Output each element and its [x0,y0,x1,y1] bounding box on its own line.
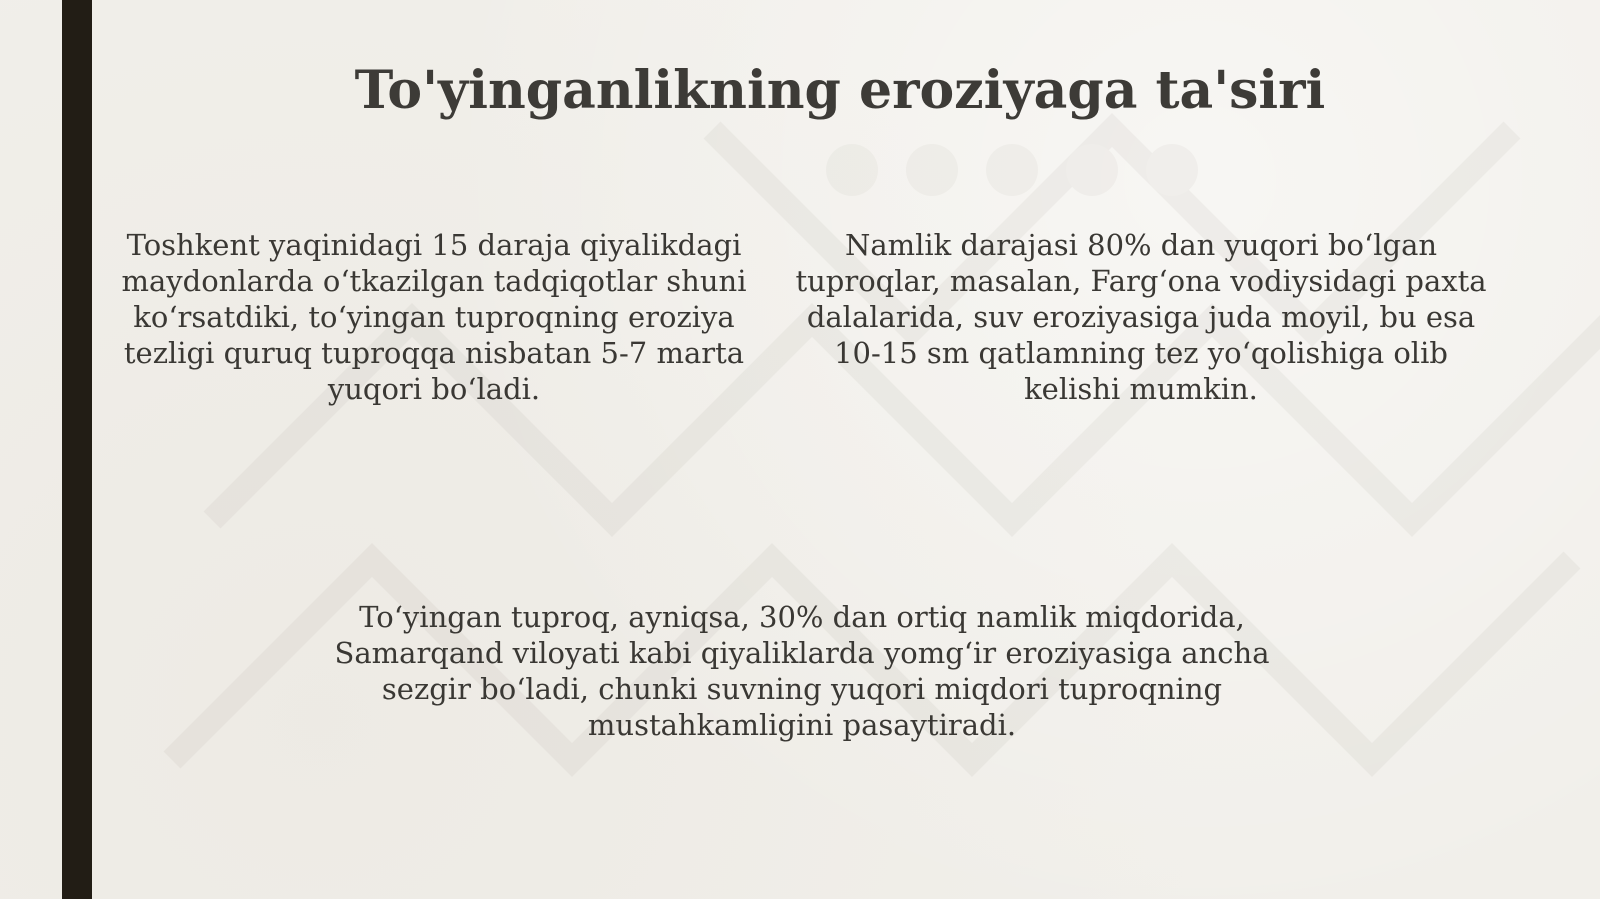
paragraph-right: Namlik darajasi 80% dan yuqori bo‘lgan tuproqlar, masalan, Farg‘ona vodiysidagi paxta dalalarida, suv eroziyasiga juda moyil, bu esa 10-15 sm qatlamning tez yo‘qolishiga olib kelishi mumkin. [795,228,1487,406]
left-accent-bar [62,0,92,899]
slide-title: To'yinganlikning eroziyaga ta'siri [354,60,1326,121]
paragraph-left: Toshkent yaqinidagi 15 daraja qiyalikdagi maydonlarda o‘tkazilgan tadqiqotlar shuni ko‘rsatdiki, to‘yingan tuproqning eroziya tezligi quruq tuproqqa nisbatan 5-7 marta yuqori bo‘ladi. [121,228,747,406]
background-texture [92,0,1600,899]
paragraph-bottom: To‘yingan tuproq, ayniqsa, 30% dan ortiq namlik miqdorida, Samarqand viloyati kabi qiyaliklarda yomg‘ir eroziyasiga ancha sezgir bo‘ladi, chunki suvning yuqori miqdori tuproqning mustahkamligini pasaytiradi. [334,600,1270,742]
